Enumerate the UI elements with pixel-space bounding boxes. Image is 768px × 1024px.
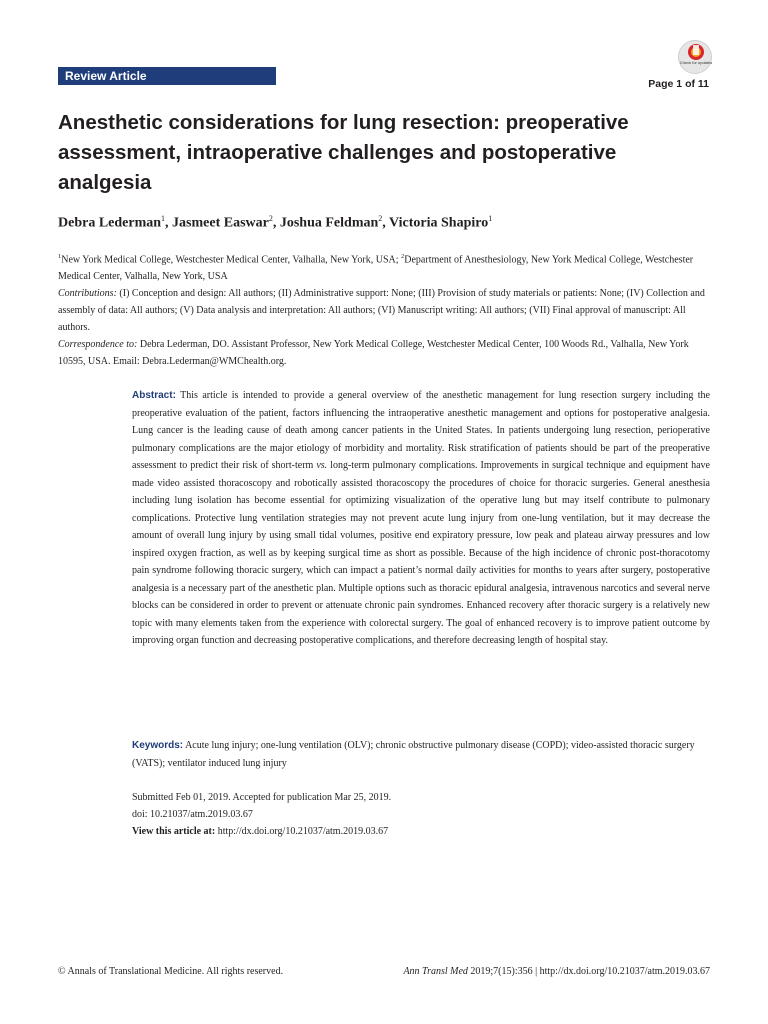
bookmark-icon [684,43,708,61]
contributions [58,285,710,336]
check-for-updates-badge[interactable] [678,40,712,74]
author-affiliation-mark: 2 [378,214,383,223]
view-article-label: View this article at: [132,826,216,837]
correspondence [58,336,710,370]
submission-dates: Submitted Feb 01, 2019. Accepted for publication Mar 25, 2019. [132,792,392,803]
citation [403,966,710,977]
author-name: Joshua Feldman [279,215,379,231]
article-type-label: Review Article [58,67,276,85]
keywords-label: Keywords: [132,740,184,751]
affiliations [58,248,710,285]
author-separator: , [272,215,280,231]
affiliation-text: New York Medical College, Westchester Medical Center, Valhalla, New York, USA; [61,254,402,266]
copyright: © Annals of Translational Medicine. All rights reserved. [58,966,284,977]
correspondence-text: Debra Lederman, DO. Assistant Professor, New York Medical College, Westchester Medical Center, 100 Woods Rd., Valhalla, New York 10595, USA. Email: Debra.Lederman@WMChealth.org. [58,339,689,367]
abstract-text: This article is intended to provide a general overview of the anesthetic management for lung resection surgery including the preoperative evaluation of the patient, factors influencing the intraoperative anesthetic management and options for postoperative analgesia. Lung cancer is the leading cause of death among cancer patients in the United States. In patients undergoing lung resection, perioperative pulmonary complications are the major etiology of morbidity and mortality. Risk stratification of patients should be part of the preoperative assessment to predict their risk of short-term [132,390,710,471]
author-affiliation-mark: 1 [488,214,493,223]
abstract-text-italic: vs. [316,460,328,471]
author-separator: , [382,215,390,231]
author-name: Jasmeet Easwar [172,215,269,231]
citation-text: 2019;7(15):356 | http://dx.doi.org/10.21037/atm.2019.03.67 [467,966,710,977]
author-name: Debra Lederman [58,215,162,231]
contributions-label: Contributions: [58,288,117,299]
author-affiliation-mark: 2 [268,214,273,223]
page-number: Page 1 of 11 [648,78,709,90]
author-list [58,214,708,232]
article-title: Anesthetic considerations for lung resection: preoperative assessment, intraoperative challenges and postoperative analgesia [58,111,629,194]
journal-name: Ann Transl Med [403,966,468,977]
affiliation-number: 2 [401,253,405,260]
contributions-text: (I) Conception and design: All authors; (II) Administrative support: None; (III) Provision of study materials or patients: None; (IV) Collection and assembly of data: All authors; (V) Data analysis and interpretation: All authors; (VI) Manuscript writing: All authors; (VII) Final approval of manuscript: All authors. [58,288,705,333]
affiliation-text: Department of Anesthesiology, New York Medical College, Westchester Medical Center, Valhalla, New York, USA [58,254,694,283]
author-name: Victoria Shapiro [389,215,489,231]
correspondence-label: Correspondence to: [58,339,138,350]
author-affiliation-mark: 1 [161,214,166,223]
keywords-text: Acute lung injury; one-lung ventilation (OLV); chronic obstructive pulmonary disease (COPD); video-assisted thoracic surgery (VATS); ventilator induced lung injury [132,740,695,769]
abstract [132,387,710,650]
author-separator: , [165,215,173,231]
affiliation-number: 1 [58,253,62,260]
abstract-text: long-term pulmonary complications. Improvements in surgical technique and equipment have made video assisted thoracoscopy and robotically assisted thoracoscopy the procedures of choice for thoracic surgeries. General anesthesia including lung isolation has become essential for optimizing visualization of the operative lung but may itself contribute to pulmonary complications. Protective lung ventilation strategies may not prevent acute lung injury from one-lung ventilation, but it may decrease the amount of overall lung injury by using small tidal volumes, positive end expiratory pressure, low peak and plateau airway pressures and low inspired oxygen fraction, as well as by keeping surgical time as short as possible. Because of the high incidence of chronic post-thoracotomy pain syndrome following thoracic surgery, which can impact a patient’s normal daily activities for months to years after surgery, postoperative analgesia is a necessary part of the anesthetic plan. Multiple options such as thoracic epidural analgesia, intravenous narcotics and several nerve blocks can be considered in order to prevent or attenuate chronic pain syndromes. Enhanced recovery after thoracic surgery is a relatively new topic with many elements taken from the experience with colorectal surgery. The goal of enhanced recovery is to improve patient outcome by improving organ function and decreasing postoperative complications, and therefore decreasing length of hospital stay. [132,460,710,646]
view-article [132,823,710,840]
view-article-link[interactable]: http://dx.doi.org/10.21037/atm.2019.03.67 [215,826,389,837]
doi: doi: 10.21037/atm.2019.03.67 [132,809,253,820]
check-for-updates-text: Check for updates [679,60,713,65]
keywords [132,737,710,772]
abstract-label: Abstract: [132,390,176,401]
